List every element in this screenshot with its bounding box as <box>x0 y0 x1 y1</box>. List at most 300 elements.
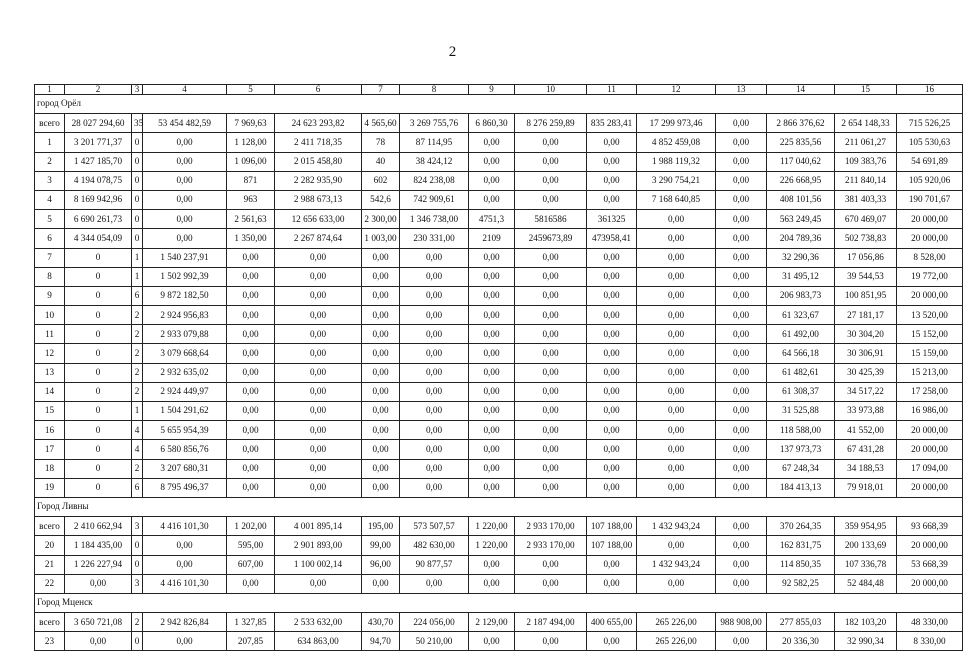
table-cell: 0,00 <box>143 133 227 152</box>
table-cell: 207,85 <box>227 632 275 651</box>
table-row <box>35 210 963 229</box>
table-cell: 0,00 <box>362 440 400 459</box>
table-cell: 607,00 <box>227 555 275 574</box>
table-cell: 15 <box>35 402 65 421</box>
table-cell: 0,00 <box>227 248 275 267</box>
table-cell: 0,00 <box>143 536 227 555</box>
table-cell: 17 094,00 <box>897 459 963 478</box>
table-cell: 31 495,12 <box>767 267 835 286</box>
table-row <box>35 382 963 401</box>
table-cell: 1 003,00 <box>362 229 400 248</box>
table-cell: 0,00 <box>275 363 362 382</box>
table-cell: 2 <box>132 459 143 478</box>
table-cell: 0 <box>65 478 132 497</box>
table-cell: 11 <box>35 325 65 344</box>
table-cell: 563 249,45 <box>767 210 835 229</box>
table-cell: 1 432 943,24 <box>637 555 716 574</box>
table-cell: 0,00 <box>637 306 716 325</box>
table-cell: 0,00 <box>637 402 716 421</box>
table-cell: 0,00 <box>469 440 515 459</box>
table-cell: 27 181,17 <box>835 306 897 325</box>
table-cell: 0,00 <box>227 402 275 421</box>
table-cell: 0,00 <box>637 248 716 267</box>
table-cell: 87 114,95 <box>400 133 469 152</box>
table-cell: 0,00 <box>227 344 275 363</box>
table-cell: 0,00 <box>716 344 767 363</box>
table-cell: 0,00 <box>400 286 469 305</box>
table-cell: 0,00 <box>143 210 227 229</box>
table-cell: 0,00 <box>469 325 515 344</box>
table-cell: 4 194 078,75 <box>65 171 132 190</box>
table-cell: 0,00 <box>587 459 637 478</box>
table-cell: 2 <box>132 363 143 382</box>
table-cell: 0,00 <box>637 210 716 229</box>
table-cell: 4 565,60 <box>362 114 400 133</box>
table-cell: 0,00 <box>362 421 400 440</box>
table-cell: 0,00 <box>716 325 767 344</box>
table-cell: 0,00 <box>469 248 515 267</box>
table-cell: 1 540 237,91 <box>143 248 227 267</box>
table-cell: 2 533 632,00 <box>275 613 362 632</box>
table-cell: 835 283,41 <box>587 114 637 133</box>
table-cell: 204 789,36 <box>767 229 835 248</box>
table-cell: 190 701,67 <box>897 190 963 209</box>
table-cell: 20 000,00 <box>897 574 963 593</box>
table-cell: 2 129,00 <box>469 613 515 632</box>
table-cell: 50 210,00 <box>400 632 469 651</box>
table-cell: 3 269 755,76 <box>400 114 469 133</box>
table-cell: 0 <box>65 459 132 478</box>
table-row <box>35 171 963 190</box>
table-cell: 0,00 <box>469 344 515 363</box>
table-cell: 2 410 662,94 <box>65 517 132 536</box>
table-cell: 0,00 <box>716 459 767 478</box>
table-cell: 13 <box>35 363 65 382</box>
table-cell: 0,00 <box>587 632 637 651</box>
table-cell: 20 336,30 <box>767 632 835 651</box>
table-cell: 20 <box>35 536 65 555</box>
table-cell: 105 920,06 <box>897 171 963 190</box>
table-cell: 0 <box>132 536 143 555</box>
table-cell: 6 860,30 <box>469 114 515 133</box>
table-row <box>35 133 963 152</box>
table-cell: 20 000,00 <box>897 478 963 497</box>
table-cell: 502 738,83 <box>835 229 897 248</box>
section-title: Город Мценск <box>35 593 963 612</box>
table-cell: 2 988 673,13 <box>275 190 362 209</box>
table-cell: 0,00 <box>637 363 716 382</box>
table-cell: 0,00 <box>400 421 469 440</box>
table-cell: 4 001 895,14 <box>275 517 362 536</box>
table-cell: 118 588,00 <box>767 421 835 440</box>
table-cell: 0 <box>65 440 132 459</box>
table-cell: 2 933 079,88 <box>143 325 227 344</box>
table-cell: 0,00 <box>637 382 716 401</box>
table-cell: 0 <box>132 190 143 209</box>
table-cell: 0,00 <box>469 382 515 401</box>
table-cell: 0,00 <box>469 267 515 286</box>
table-cell: 90 877,57 <box>400 555 469 574</box>
table-cell: 0 <box>65 382 132 401</box>
table-cell: 182 103,20 <box>835 613 897 632</box>
table-cell: 1 350,00 <box>227 229 275 248</box>
table-row <box>35 363 963 382</box>
table-cell: 0,00 <box>637 229 716 248</box>
table-cell: 162 831,75 <box>767 536 835 555</box>
table-cell: 0,00 <box>400 267 469 286</box>
table-cell: 1 226 227,94 <box>65 555 132 574</box>
table-cell: 10 <box>35 306 65 325</box>
table-cell: 0,00 <box>400 574 469 593</box>
header-cell: 10 <box>515 85 587 95</box>
table-cell: 871 <box>227 171 275 190</box>
table-cell: 1 202,00 <box>227 517 275 536</box>
table-cell: 0,00 <box>400 325 469 344</box>
table-row <box>35 478 963 497</box>
table-cell: 41 552,00 <box>835 421 897 440</box>
table-cell: 670 469,07 <box>835 210 897 229</box>
table-cell: 0 <box>132 133 143 152</box>
table-cell: 0,00 <box>275 344 362 363</box>
table-cell: 22 <box>35 574 65 593</box>
table-cell: 195,00 <box>362 517 400 536</box>
table-cell: 0,00 <box>716 152 767 171</box>
section-title: город Орёл <box>35 95 963 114</box>
table-cell: 5 655 954,39 <box>143 421 227 440</box>
table-cell: 54 691,89 <box>897 152 963 171</box>
table-cell: 0,00 <box>362 459 400 478</box>
header-cell: 7 <box>362 85 400 95</box>
data-table <box>34 84 963 651</box>
table-cell: 3 <box>132 574 143 593</box>
table-cell: 0,00 <box>637 440 716 459</box>
table-cell: 206 983,73 <box>767 286 835 305</box>
table-row <box>35 421 963 440</box>
table-row <box>35 152 963 171</box>
table-cell: 0,00 <box>587 344 637 363</box>
section-title: Город Ливны <box>35 497 963 516</box>
table-cell: 61 323,67 <box>767 306 835 325</box>
table-cell: 0,00 <box>587 440 637 459</box>
table-row <box>35 267 963 286</box>
section-row <box>35 593 963 612</box>
table-cell: 99,00 <box>362 536 400 555</box>
table-cell: 28 027 294,60 <box>65 114 132 133</box>
table-cell: 0,00 <box>716 536 767 555</box>
table-cell: 0,00 <box>362 363 400 382</box>
table-cell: 0,00 <box>65 632 132 651</box>
table-cell: 0 <box>132 229 143 248</box>
table-cell: 0,00 <box>515 190 587 209</box>
table-cell: 0,00 <box>716 478 767 497</box>
table-cell: 595,00 <box>227 536 275 555</box>
table-cell: 0,00 <box>275 421 362 440</box>
table-cell: 114 850,35 <box>767 555 835 574</box>
table-cell: 2 933 170,00 <box>515 517 587 536</box>
table-cell: 0,00 <box>400 382 469 401</box>
table-cell: 7 168 640,85 <box>637 190 716 209</box>
table-cell: 12 656 633,00 <box>275 210 362 229</box>
header-cell: 8 <box>400 85 469 95</box>
table-cell: 715 526,25 <box>897 114 963 133</box>
table-cell: 20 000,00 <box>897 421 963 440</box>
table-cell: 105 530,63 <box>897 133 963 152</box>
header-cell: 11 <box>587 85 637 95</box>
table-cell: 3 201 771,37 <box>65 133 132 152</box>
table-cell: 14 <box>35 382 65 401</box>
table-cell: 0,00 <box>275 286 362 305</box>
table-cell: 0,00 <box>716 382 767 401</box>
header-cell: 3 <box>132 85 143 95</box>
table-cell: 3 650 721,08 <box>65 613 132 632</box>
page-number: 2 <box>448 44 457 60</box>
table-cell: 16 <box>35 421 65 440</box>
table-cell: 1 <box>132 402 143 421</box>
table-cell: 225 835,56 <box>767 133 835 152</box>
table-cell: 0,00 <box>637 286 716 305</box>
table-cell: 34 517,22 <box>835 382 897 401</box>
table-cell: 2 300,00 <box>362 210 400 229</box>
table-cell: 8 <box>35 267 65 286</box>
table-cell: 6 <box>132 286 143 305</box>
table-cell: 17 <box>35 440 65 459</box>
table-cell: 0,00 <box>362 306 400 325</box>
table-cell: 0,00 <box>275 306 362 325</box>
table-cell: 0,00 <box>362 574 400 593</box>
table-cell: 0 <box>65 402 132 421</box>
table-cell: 430,70 <box>362 613 400 632</box>
table-cell: 0,00 <box>227 421 275 440</box>
table-cell: 0,00 <box>227 363 275 382</box>
table-cell: 0,00 <box>469 133 515 152</box>
table-cell: 8 528,00 <box>897 248 963 267</box>
table-row <box>35 248 963 267</box>
table-row <box>35 344 963 363</box>
table-cell: 4 416 101,30 <box>143 517 227 536</box>
table-row <box>35 190 963 209</box>
table-cell: 17 299 973,46 <box>637 114 716 133</box>
table-cell: 20 000,00 <box>897 286 963 305</box>
table-cell: 39 544,53 <box>835 267 897 286</box>
table-cell: 100 851,95 <box>835 286 897 305</box>
table-cell: 23 <box>35 632 65 651</box>
table-cell: 0,00 <box>275 459 362 478</box>
table-cell: 0,00 <box>227 286 275 305</box>
table-cell: 0,00 <box>587 402 637 421</box>
table-cell: 0,00 <box>469 478 515 497</box>
table-cell: 32 990,34 <box>835 632 897 651</box>
table-cell: 2 <box>35 152 65 171</box>
table-cell: 1 <box>132 267 143 286</box>
table-cell: 4 <box>35 190 65 209</box>
header-cell: 13 <box>716 85 767 95</box>
table-cell: 0,00 <box>469 459 515 478</box>
table-cell: 0,00 <box>637 574 716 593</box>
table-cell: 359 954,95 <box>835 517 897 536</box>
table-cell: 2 015 458,80 <box>275 152 362 171</box>
table-cell: 0,00 <box>587 574 637 593</box>
table-cell: 0,00 <box>587 363 637 382</box>
table-cell: 21 <box>35 555 65 574</box>
table-cell: 0,00 <box>637 344 716 363</box>
table-cell: 17 258,00 <box>897 382 963 401</box>
table-cell: 0,00 <box>515 267 587 286</box>
table-cell: 0 <box>65 421 132 440</box>
table-cell: 20 000,00 <box>897 229 963 248</box>
table-cell: 1 220,00 <box>469 517 515 536</box>
table-cell: 0,00 <box>637 536 716 555</box>
table-cell: 0,00 <box>275 402 362 421</box>
table-cell: 0,00 <box>515 171 587 190</box>
table-cell: 64 566,18 <box>767 344 835 363</box>
table-cell: 988 908,00 <box>716 613 767 632</box>
table-cell: 0,00 <box>275 478 362 497</box>
table-cell: 602 <box>362 171 400 190</box>
table-cell: 0,00 <box>716 190 767 209</box>
table-cell: 0,00 <box>587 382 637 401</box>
table-cell: 265 226,00 <box>637 632 716 651</box>
table-cell: 0,00 <box>469 421 515 440</box>
table-cell: 0,00 <box>143 229 227 248</box>
table-cell: 0,00 <box>362 402 400 421</box>
table-cell: 2 267 874,64 <box>275 229 362 248</box>
table-row <box>35 325 963 344</box>
table-cell: 0,00 <box>362 286 400 305</box>
table-cell: 2459673,89 <box>515 229 587 248</box>
table-cell: 0 <box>132 152 143 171</box>
table-cell: 2 932 635,02 <box>143 363 227 382</box>
table-row <box>35 229 963 248</box>
table-cell: 742 909,61 <box>400 190 469 209</box>
table-cell: 0,00 <box>515 344 587 363</box>
table-cell: 0,00 <box>469 152 515 171</box>
header-cell: 12 <box>637 85 716 95</box>
table-cell: 96,00 <box>362 555 400 574</box>
table-cell: 408 101,56 <box>767 190 835 209</box>
table-cell: 0,00 <box>400 344 469 363</box>
table-cell: 0 <box>65 344 132 363</box>
table-cell: 0,00 <box>587 555 637 574</box>
table-cell: 0,00 <box>515 306 587 325</box>
table-cell: 1 100 002,14 <box>275 555 362 574</box>
table-cell: 0,00 <box>716 306 767 325</box>
table-cell: 3 290 754,21 <box>637 171 716 190</box>
table-cell: 0,00 <box>400 459 469 478</box>
table-cell: 381 403,33 <box>835 190 897 209</box>
table-cell: 30 306,91 <box>835 344 897 363</box>
table-cell: 6 <box>132 478 143 497</box>
table-cell: 0,00 <box>515 248 587 267</box>
table-cell: 107 188,00 <box>587 536 637 555</box>
table-cell: 0,00 <box>362 248 400 267</box>
table-cell: 211 061,27 <box>835 133 897 152</box>
table-cell: 117 040,62 <box>767 152 835 171</box>
table-row <box>35 286 963 305</box>
table-cell: 824 238,08 <box>400 171 469 190</box>
table-cell: 17 056,86 <box>835 248 897 267</box>
table-cell: 0,00 <box>469 555 515 574</box>
table-cell: 40 <box>362 152 400 171</box>
table-cell: 20 000,00 <box>897 210 963 229</box>
table-cell: 0,00 <box>716 248 767 267</box>
table-cell: 0,00 <box>65 574 132 593</box>
table-cell: 3 <box>132 517 143 536</box>
table-cell: 94,70 <box>362 632 400 651</box>
header-cell: 5 <box>227 85 275 95</box>
table-cell: 0,00 <box>587 478 637 497</box>
table-cell: 7 <box>35 248 65 267</box>
table-cell: 0,00 <box>227 267 275 286</box>
table-cell: 2109 <box>469 229 515 248</box>
table-row <box>35 555 963 574</box>
table-cell: 15 159,00 <box>897 344 963 363</box>
table-cell: 211 840,14 <box>835 171 897 190</box>
table-cell: 0,00 <box>362 267 400 286</box>
table-cell: 0 <box>65 286 132 305</box>
table-cell: 61 482,61 <box>767 363 835 382</box>
table-cell: 0,00 <box>587 325 637 344</box>
table-cell: 963 <box>227 190 275 209</box>
table-cell: 0 <box>65 325 132 344</box>
header-cell: 2 <box>65 85 132 95</box>
table-cell: 0,00 <box>143 190 227 209</box>
table-cell: 2 187 494,00 <box>515 613 587 632</box>
header-cell: 4 <box>143 85 227 95</box>
table-row <box>35 536 963 555</box>
table-cell: 0,00 <box>515 133 587 152</box>
table-cell: 4 344 054,09 <box>65 229 132 248</box>
table-row <box>35 613 963 632</box>
table-cell: 224 056,00 <box>400 613 469 632</box>
table-cell: 8 169 942,96 <box>65 190 132 209</box>
table-row <box>35 440 963 459</box>
table-cell: 0,00 <box>587 190 637 209</box>
table-cell: 200 133,69 <box>835 536 897 555</box>
table-cell: 265 226,00 <box>637 613 716 632</box>
table-cell: 1 427 185,70 <box>65 152 132 171</box>
table-cell: 2 933 170,00 <box>515 536 587 555</box>
table-cell: 109 383,76 <box>835 152 897 171</box>
table-cell: 1 128,00 <box>227 133 275 152</box>
table-cell: 0,00 <box>469 171 515 190</box>
table-cell: 2 942 826,84 <box>143 613 227 632</box>
table-cell: 2 411 718,35 <box>275 133 362 152</box>
table-cell: 0,00 <box>227 382 275 401</box>
table-cell: 107 336,78 <box>835 555 897 574</box>
table-cell: 2 <box>132 382 143 401</box>
table-cell: 0,00 <box>275 440 362 459</box>
table-cell: 0,00 <box>637 459 716 478</box>
table-cell: 0 <box>132 171 143 190</box>
table-cell: всего <box>35 613 65 632</box>
table-cell: 0,00 <box>587 421 637 440</box>
table-cell: 20 000,00 <box>897 440 963 459</box>
table-cell: 0,00 <box>400 306 469 325</box>
table-cell: 137 973,73 <box>767 440 835 459</box>
table-cell: 0,00 <box>515 402 587 421</box>
table-cell: 30 304,20 <box>835 325 897 344</box>
table-cell: 0,00 <box>716 229 767 248</box>
header-row <box>35 85 963 95</box>
table-cell: 0,00 <box>362 478 400 497</box>
table-cell: 61 492,00 <box>767 325 835 344</box>
table-cell: 0,00 <box>227 574 275 593</box>
table-cell: 0,00 <box>515 152 587 171</box>
table-cell: 38 424,12 <box>400 152 469 171</box>
table-cell: 2 561,63 <box>227 210 275 229</box>
table-cell: 3 <box>35 171 65 190</box>
table-cell: 0,00 <box>515 382 587 401</box>
